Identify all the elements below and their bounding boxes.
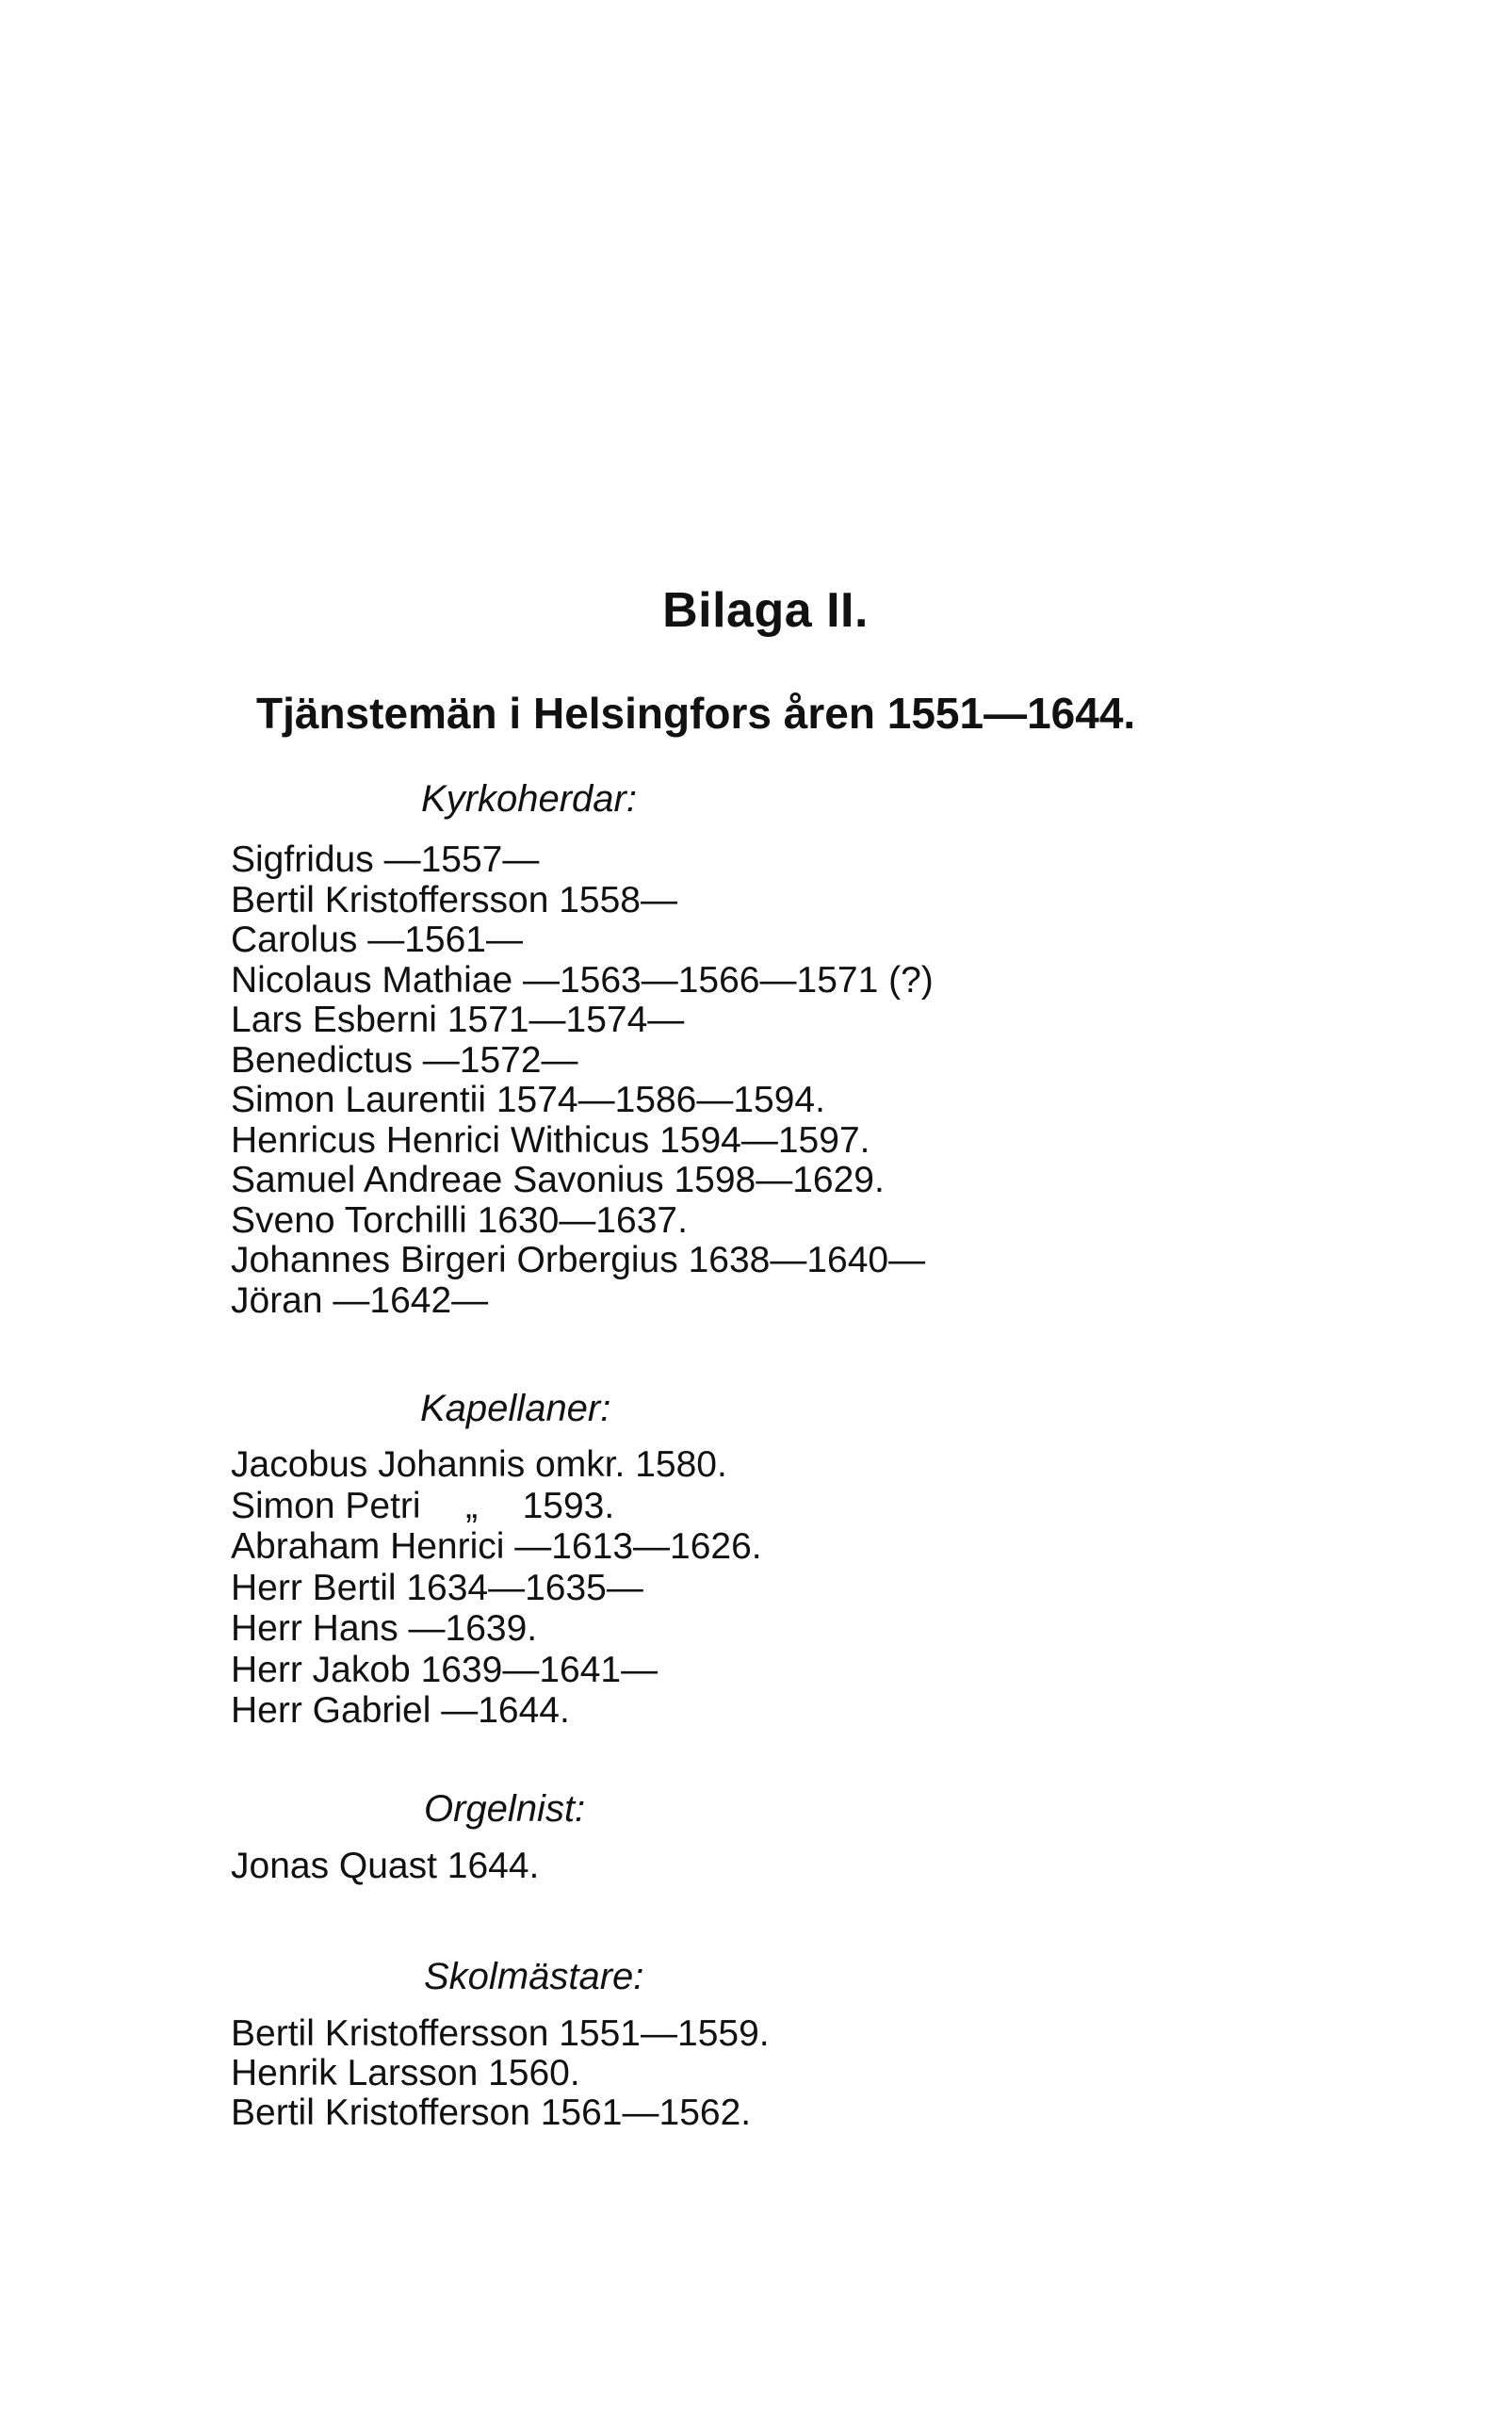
skolmastare-list bbox=[231, 2014, 770, 2133]
list-item: Bertil Kristofferson 1561—1562. bbox=[231, 2092, 752, 2133]
section-heading-kapellaner: Kapellaner: bbox=[420, 1388, 611, 1429]
ditto-mark: „ bbox=[465, 1485, 479, 1526]
list-item: Sveno Torchilli 1630—1637. bbox=[231, 1199, 688, 1241]
list-item: Lars Esberni 1571—1574— bbox=[231, 1000, 685, 1040]
list-item: Samuel Andreae Savonius 1598—1629. bbox=[231, 1160, 885, 1200]
list-item: Herr Gabriel —1644. bbox=[231, 1690, 570, 1731]
list-item: Bertil Kristoffersson 1551—1559. bbox=[231, 2013, 770, 2054]
list-item: Herr Bertil 1634—1635— bbox=[231, 1567, 643, 1608]
list-item: Nicolaus Mathiae —1563—1566—1571 (?) bbox=[231, 959, 934, 1001]
list-item: Jonas Quast 1644. bbox=[231, 1846, 540, 1886]
list-item: Carolus —1561— bbox=[231, 920, 523, 960]
list-item: Herr Jakob 1639—1641— bbox=[231, 1649, 658, 1690]
list-item: Sigfridus —1557— bbox=[231, 839, 540, 880]
list-item: Jöran —1642— bbox=[231, 1279, 489, 1321]
list-item-year: 1593. bbox=[522, 1485, 615, 1526]
kapellaner-list bbox=[231, 1444, 762, 1732]
list-item: Benedictus —1572— bbox=[231, 1039, 578, 1081]
page-title: Bilaga II. bbox=[662, 583, 869, 638]
list-item-name: Simon Petri bbox=[231, 1485, 421, 1526]
page-subtitle: Tjänstemän i Helsingfors åren 1551—1644. bbox=[256, 689, 1136, 738]
list-item: Henricus Henrici Withicus 1594—1597. bbox=[231, 1119, 870, 1161]
list-item: Jacobus Johannis omkr. 1580. bbox=[231, 1444, 727, 1485]
list-item: Herr Hans —1639. bbox=[231, 1608, 538, 1649]
section-heading-kyrkoherdar: Kyrkoherdar: bbox=[421, 778, 637, 820]
list-item: Henrik Larsson 1560. bbox=[231, 2053, 580, 2093]
section-heading-orgelnist: Orgelnist: bbox=[424, 1788, 586, 1830]
kyrkoherdar-list bbox=[231, 840, 934, 1321]
list-item: Bertil Kristoffersson 1558— bbox=[231, 879, 677, 920]
list-item: Abraham Henrici —1613—1626. bbox=[231, 1526, 762, 1567]
list-item bbox=[231, 1486, 762, 1527]
section-heading-skolmastare: Skolmästare: bbox=[424, 1956, 644, 1997]
list-item: Johannes Birgeri Orbergius 1638—1640— bbox=[231, 1240, 926, 1280]
list-item: Simon Laurentii 1574—1586—1594. bbox=[231, 1080, 825, 1120]
orgelnist-list bbox=[231, 1847, 539, 1887]
